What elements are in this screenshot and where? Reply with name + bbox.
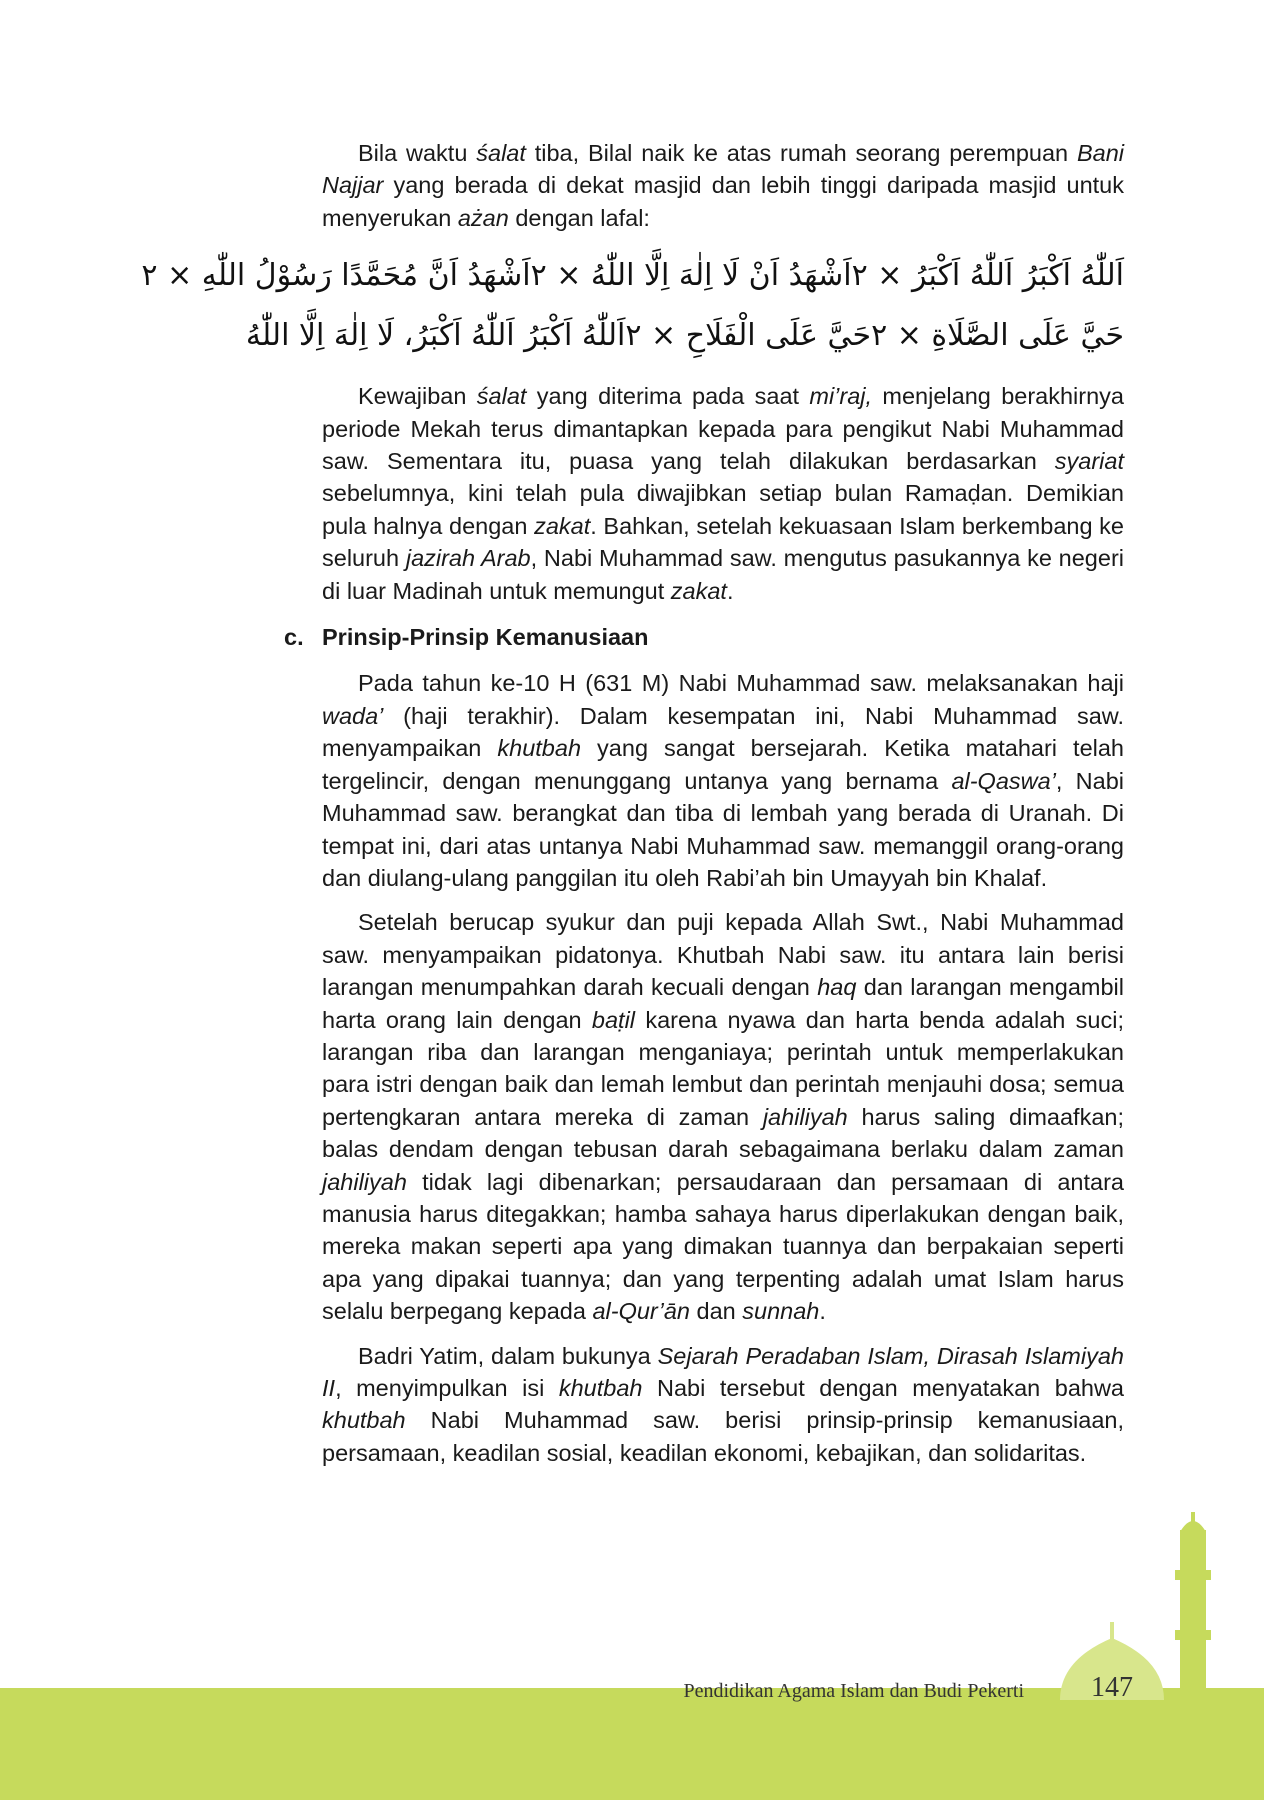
text-run: , Nabi Muhammad saw. berangkat dan tiba di lembah yang berada di Uranah. Di tempat ini, dari atas untanya Nabi Muhammad saw. memanggil orang-orang dan diulang-ulang panggilan itu oleh Rabi’ah bin Umayyah bin Khalaf. bbox=[322, 767, 1125, 891]
italic-term: al-Qur’ān bbox=[592, 1298, 690, 1325]
book-title: Pendidikan Agama Islam dan Budi Pekerti bbox=[683, 1680, 1024, 1702]
text-run: Pada tahun ke-10 H (631 M) Nabi Muhammad saw. melaksanakan haji bbox=[358, 670, 1124, 697]
adhan-phrase: حَيَّ عَلَى الصَّلَاةِ × ٢ bbox=[871, 318, 1124, 354]
text-run: yang sangat bersejarah. Ketika matahari telah tergelincir, dengan menunggang untanya yang bernama bbox=[322, 735, 1124, 794]
italic-term: śalat bbox=[476, 140, 526, 166]
section-title: Prinsip-Prinsip Kemanusiaan bbox=[322, 624, 649, 651]
italic-term: khutbah bbox=[558, 1375, 643, 1401]
page-body bbox=[141, 137, 1125, 1481]
italic-term: jazirah Arab bbox=[405, 545, 531, 572]
section-letter: c. bbox=[284, 624, 304, 651]
text-run: Kewajiban bbox=[358, 383, 477, 410]
italic-term: zakat bbox=[534, 512, 591, 539]
italic-term: Sejarah Peradaban Islam, Dirasah Islamiyah II bbox=[322, 1342, 1124, 1401]
text-run: menjelang berakhirnya periode Mekah terus dimantapkan kepada para pengikut Nabi Muhammad saw. Sementara itu, puasa yang telah dilakukan berdasarkan bbox=[322, 383, 1124, 475]
italic-term: mi’raj, bbox=[809, 383, 873, 410]
text-run: yang diterima pada saat bbox=[526, 383, 810, 410]
text-run: harus saling dimaafkan; balas dendam dengan tebusan darah sebagaimana berlaku dalam zaman bbox=[322, 1103, 1124, 1163]
text-run: tiba, Bilal naik ke atas rumah seorang perempuan bbox=[525, 140, 1077, 166]
italic-term: jahiliyah bbox=[322, 1168, 407, 1195]
farewell-pilgrimage-paragraph bbox=[322, 667, 1124, 894]
italic-term: al-Qaswa’ bbox=[951, 767, 1056, 794]
adhan-line-1 bbox=[141, 246, 1124, 306]
adhan-phrase: اَللّٰهُ اَكْبَرُ اَللّٰهُ اَكْبَرُ × ٢ bbox=[851, 258, 1124, 294]
text-run: Nabi Muhammad saw. berisi prinsip-prinsip kemanusiaan, persamaan, keadilan sosial, keadilan ekonomi, kebajikan, dan solidaritas. bbox=[322, 1407, 1124, 1466]
italic-term: śalat bbox=[476, 383, 527, 410]
italic-term: syariat bbox=[1054, 448, 1124, 475]
conclusion-paragraph bbox=[322, 1340, 1124, 1470]
text-run: Nabi tersebut dengan menyatakan bahwa bbox=[642, 1375, 1124, 1401]
text-run: . bbox=[819, 1298, 826, 1325]
italic-term: sunnah bbox=[742, 1298, 820, 1325]
text-run: Bila waktu bbox=[358, 140, 477, 166]
text-run: , menyimpulkan isi bbox=[335, 1375, 559, 1401]
italic-term: haq bbox=[817, 974, 857, 1001]
text-run: , Nabi Muhammad saw. mengutus pasukannya ke negeri di luar Madinah untuk memungut bbox=[322, 545, 1124, 604]
adhan-arabic-text bbox=[141, 246, 1124, 366]
adhan-line-2 bbox=[245, 306, 1124, 366]
intro-paragraph bbox=[322, 137, 1124, 234]
text-run: (haji terakhir). Dalam kesempatan ini, Nabi Muhammad saw. menyampaikan bbox=[322, 702, 1124, 762]
text-run: dan larangan mengambil harta orang lain dengan bbox=[322, 974, 1124, 1033]
adhan-phrase: اَشْهَدُ اَنَّ مُحَمَّدًا رَسُوْلُ اللّٰهِ × ٢ bbox=[141, 258, 531, 294]
adhan-phrase: حَيَّ عَلَى الْفَلَاحِ × ٢ bbox=[625, 318, 872, 354]
text-run: Badri Yatim, dalam bukunya bbox=[358, 1342, 658, 1369]
italic-term: ażan bbox=[457, 204, 509, 231]
sermon-content-paragraph bbox=[322, 906, 1124, 1327]
adhan-phrase: اَشْهَدُ اَنْ لَا اِلٰهَ اِلَّا اللّٰهُ × ٢ bbox=[530, 258, 852, 294]
text-run: dan bbox=[690, 1298, 743, 1325]
text-run: yang berada di dekat masjid dan lebih tinggi daripada masjid untuk menyerukan bbox=[322, 172, 1124, 231]
text-run: tidak lagi dibenarkan; persaudaraan dan persamaan di antara manusia harus ditegakkan; hamba sahaya harus diperlakukan dengan baik, mereka makan seperti apa yang dimakan tuannya dan berpakaian seperti apa yang dipakai tuannya; dan yang terpenting adalah umat Islam harus selalu berpegang kepada bbox=[322, 1168, 1124, 1325]
section-heading bbox=[284, 621, 1124, 653]
italic-term: wada’ bbox=[322, 702, 384, 729]
italic-term: baṭil bbox=[591, 1006, 636, 1033]
text-run: dengan lafal: bbox=[508, 204, 650, 231]
italic-term: khutbah bbox=[322, 1407, 406, 1434]
text-run: Setelah berucap syukur dan puji kepada Allah Swt., Nabi Muhammad saw. menyampaikan pidatonya. Khutbah Nabi saw. itu antara lain berisi larangan menumpahkan darah kecuali dengan bbox=[322, 909, 1124, 1001]
adhan-phrase: اَللّٰهُ اَكْبَرُ اَللّٰهُ اَكْبَرُ، لَا اِلٰهَ اِلَّا اللّٰهُ bbox=[245, 318, 626, 354]
text-run: karena nyawa dan harta benda adalah suci; larangan riba dan larangan menganiaya; perintah untuk memperlakukan para istri dengan baik dan lemah lembut dan perintah menjauhi dosa; semua pertengkaran antara mereka di zaman bbox=[322, 1006, 1124, 1130]
obligations-paragraph bbox=[322, 380, 1124, 607]
italic-term: khutbah bbox=[497, 735, 582, 762]
page-number: 147 bbox=[1091, 1672, 1133, 1703]
italic-term: zakat bbox=[670, 577, 727, 604]
italic-term: jahiliyah bbox=[762, 1103, 848, 1130]
italic-term: Bani Najjar bbox=[322, 140, 1125, 199]
text-run: . bbox=[726, 577, 734, 604]
text-run: sebelumnya, kini telah pula diwajibkan setiap bulan Ramaḍan. Demikian pula halnya dengan bbox=[322, 480, 1124, 539]
text-run: . Bahkan, setelah kekuasaan Islam berkembang ke seluruh bbox=[322, 512, 1125, 572]
